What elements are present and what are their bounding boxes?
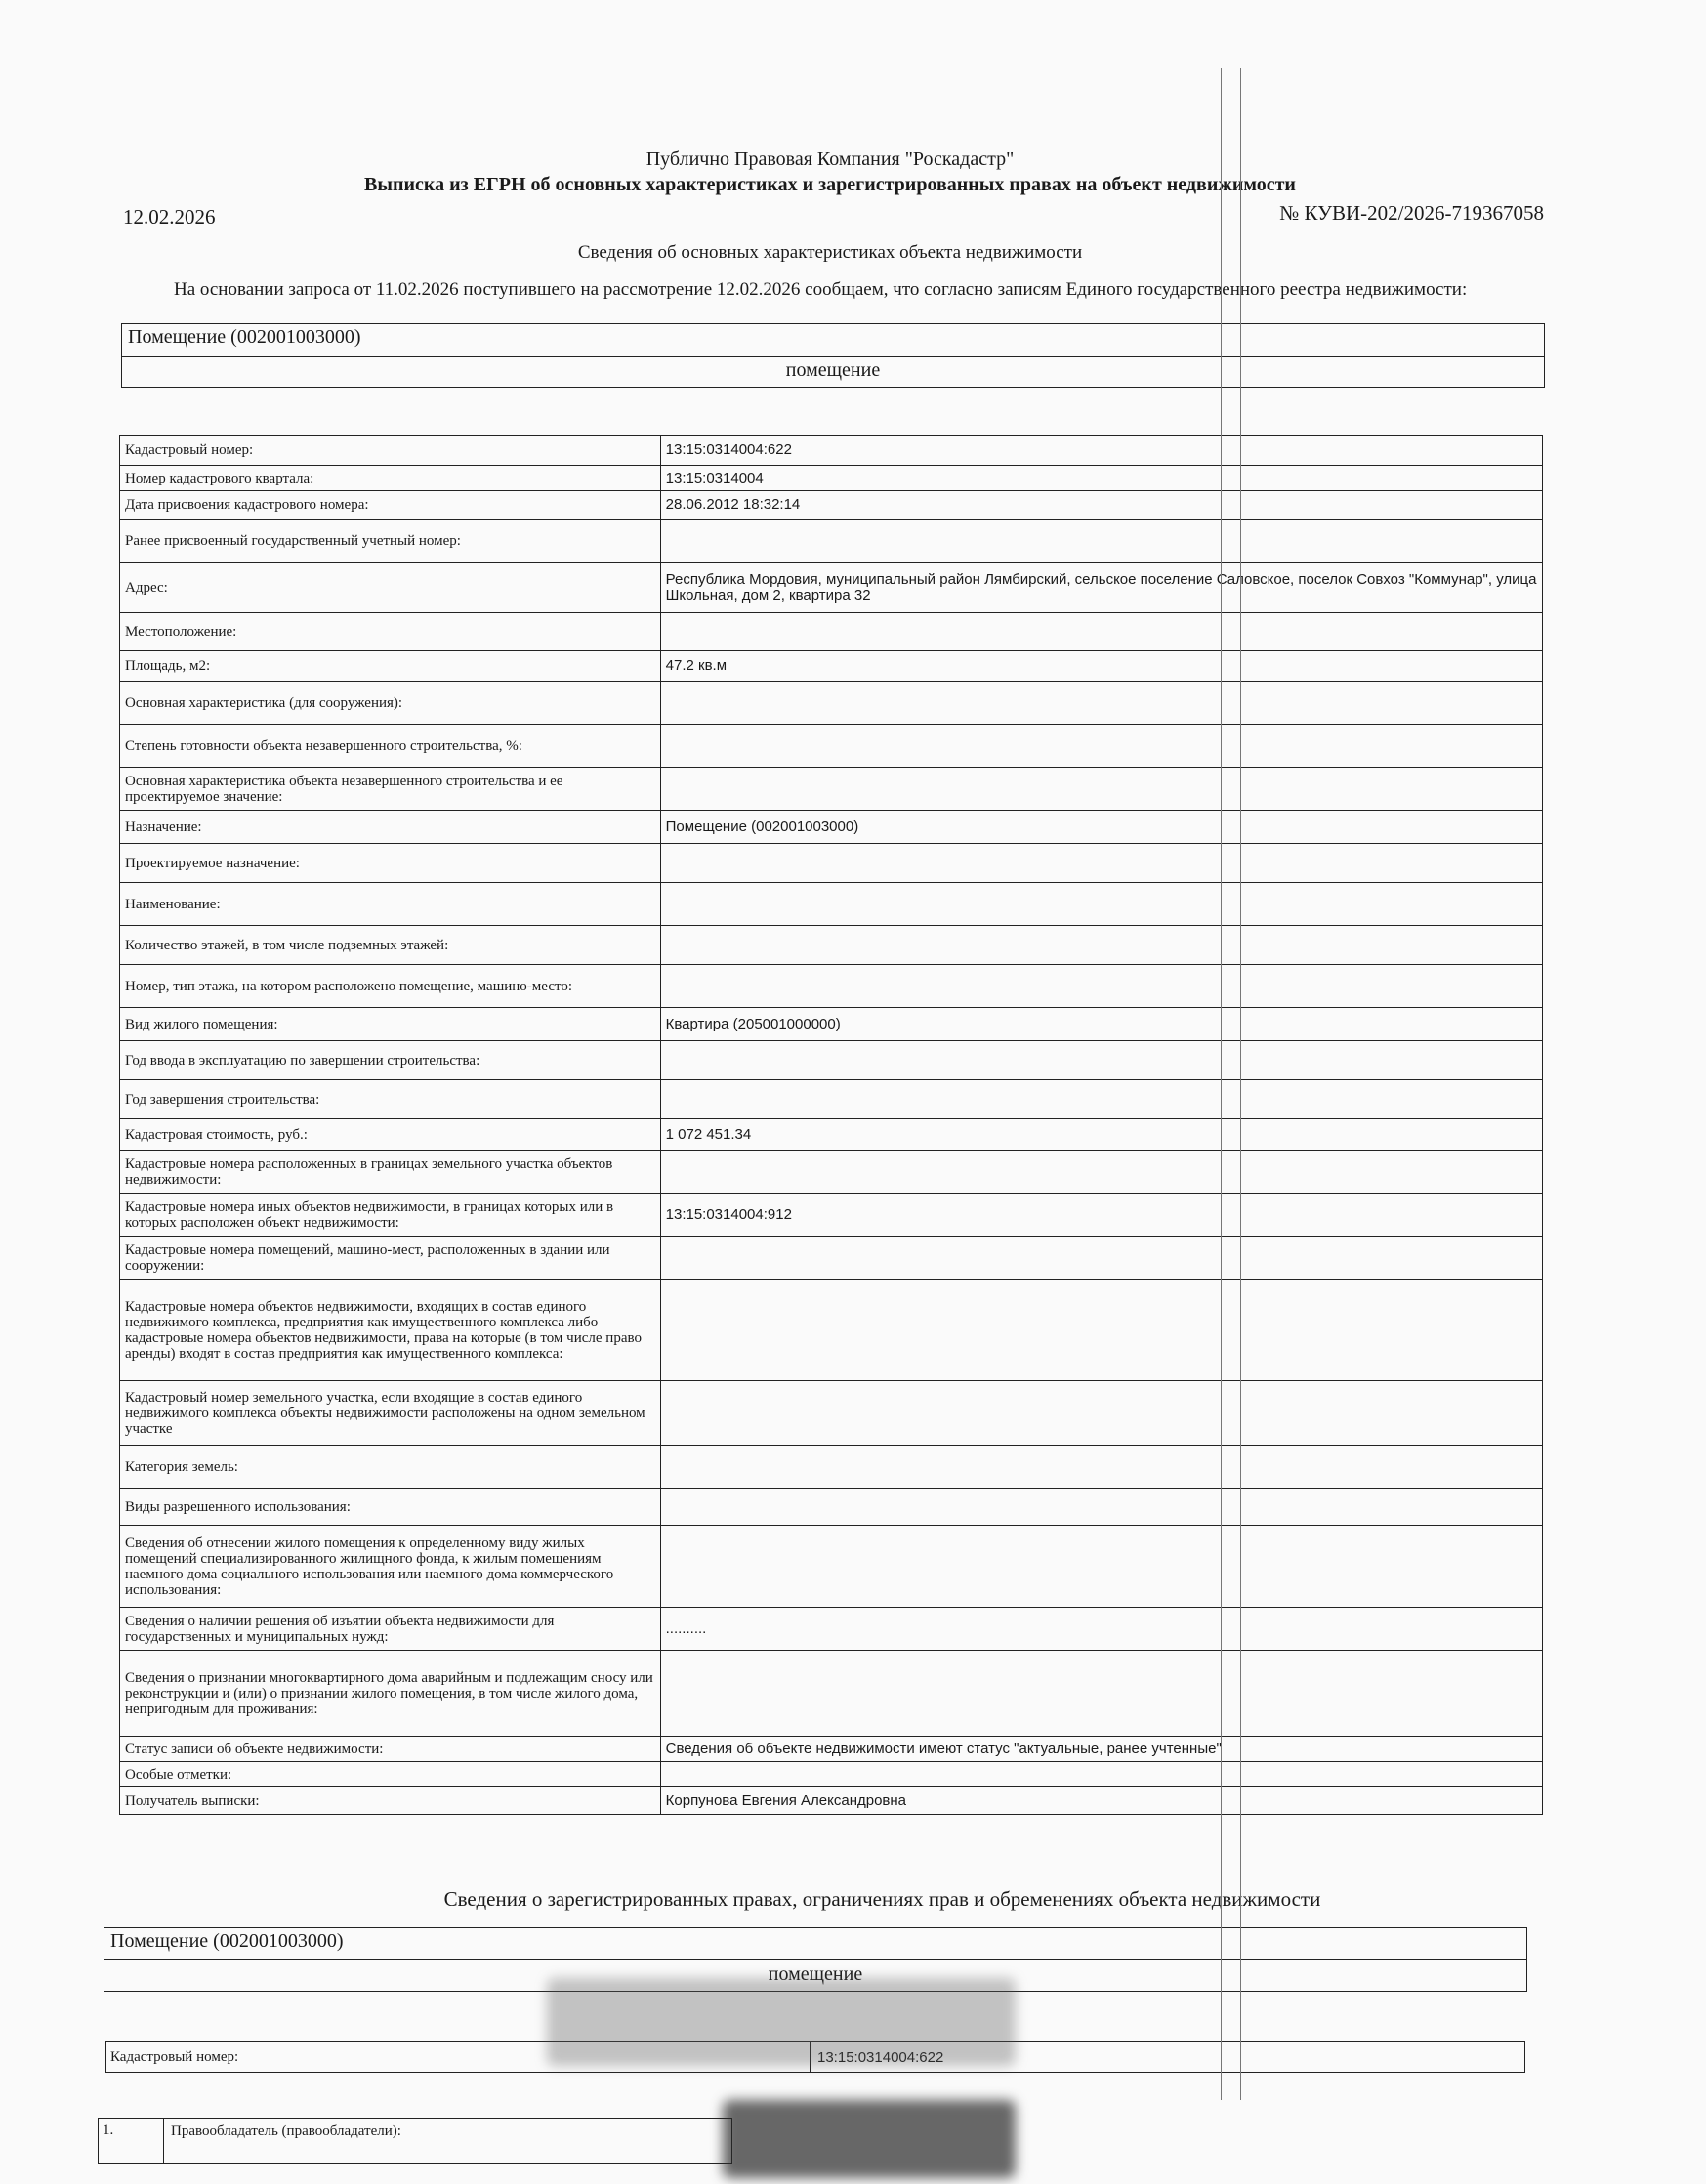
row-value: 13:15:0314004:622 xyxy=(660,436,1542,466)
row-value: Квартира (205001000000) xyxy=(660,1008,1542,1041)
row-label: Основная характеристика объекта незавершенного строительства и ее проектируемое значение: xyxy=(120,768,661,811)
row-label: Сведения о признании многоквартирного дома аварийным и подлежащим сносу или реконструкции и (или) о признании жилого помещения, в том числе жилого дома, непригодным для проживания: xyxy=(120,1651,661,1737)
row-label: Степень готовности объекта незавершенного строительства, %: xyxy=(120,725,661,768)
row-value xyxy=(660,682,1542,725)
row-value xyxy=(660,520,1542,563)
row-value xyxy=(660,883,1542,926)
table-row xyxy=(120,1526,1543,1608)
row-label: Год ввода в эксплуатацию по завершении строительства: xyxy=(120,1041,661,1080)
document-date: 12.02.2026 xyxy=(123,205,216,229)
section-rights-title: Сведения о зарегистрированных правах, ограничениях прав и обременениях объекта недвижимости xyxy=(443,1887,1321,1911)
row-value xyxy=(660,1446,1542,1489)
table-row xyxy=(120,926,1543,965)
row-value: 1 072 451.34 xyxy=(660,1119,1542,1151)
table-row xyxy=(120,563,1543,613)
row-label: Особые отметки: xyxy=(120,1762,661,1787)
row-label: Назначение: xyxy=(120,811,661,844)
section-characteristics-title: Сведения об основных характеристиках объекта недвижимости xyxy=(577,242,1083,263)
row-value xyxy=(660,1041,1542,1080)
row-label: Местоположение: xyxy=(120,613,661,651)
row-label: Номер, тип этажа, на котором расположено помещение, машино-место: xyxy=(120,965,661,1008)
row-value xyxy=(660,1151,1542,1194)
row-label: Кадастровый номер: xyxy=(120,436,661,466)
document-number: № КУВИ-202/2026-719367058 xyxy=(1279,201,1544,225)
object-kind: помещение xyxy=(785,359,881,381)
table-row xyxy=(120,1237,1543,1280)
row-value: 47.2 кв.м xyxy=(660,651,1542,682)
table-row xyxy=(120,1489,1543,1526)
table-row xyxy=(120,613,1543,651)
scan-smudge xyxy=(723,2100,1016,2178)
row-label: Получатель выписки: xyxy=(120,1787,661,1815)
table-row xyxy=(120,1151,1543,1194)
row-label: Вид жилого помещения: xyxy=(120,1008,661,1041)
row-label: Кадастровая стоимость, руб.: xyxy=(120,1119,661,1151)
row-value: 13:15:0314004 xyxy=(660,466,1542,491)
row-value xyxy=(660,844,1542,883)
column-divider xyxy=(163,2119,164,2163)
row-label: Площадь, м2: xyxy=(120,651,661,682)
table-row xyxy=(120,436,1543,466)
row-label: Сведения об отнесении жилого помещения к определенному виду жилых помещений специализированного жилищного фонда, к жилым помещениям наемного дома социального использования или наемного дома коммерческого использования: xyxy=(120,1526,661,1608)
row-label: Год завершения строительства: xyxy=(120,1080,661,1119)
table-row xyxy=(120,682,1543,725)
table-row xyxy=(120,1008,1543,1041)
table-row xyxy=(120,491,1543,520)
row-value xyxy=(660,1280,1542,1381)
row-label: Адрес: xyxy=(120,563,661,613)
row-value xyxy=(660,613,1542,651)
row-label: Виды разрешенного использования: xyxy=(120,1489,661,1526)
table-row xyxy=(120,651,1543,682)
document-title: Выписка из ЕГРН об основных характеристиках и зарегистрированных правах на объект недвижимости xyxy=(364,174,1296,195)
rights-cadastral-label: Кадастровый номер: xyxy=(110,2049,239,2065)
row-label: Категория земель: xyxy=(120,1446,661,1489)
table-row xyxy=(120,1608,1543,1651)
table-row xyxy=(120,1762,1543,1787)
table-row xyxy=(120,1446,1543,1489)
table-row xyxy=(120,725,1543,768)
table-row xyxy=(120,1119,1543,1151)
row-label: Проектируемое назначение: xyxy=(120,844,661,883)
row-value xyxy=(660,1651,1542,1737)
row-value: Корпунова Евгения Александровна xyxy=(660,1787,1542,1815)
table-row xyxy=(120,844,1543,883)
row-value: 28.06.2012 18:32:14 xyxy=(660,491,1542,520)
object-type: Помещение (002001003000) xyxy=(122,324,1544,357)
row-value xyxy=(660,1237,1542,1280)
row-value: 13:15:0314004:912 xyxy=(660,1194,1542,1237)
table-row xyxy=(120,1381,1543,1446)
table-row xyxy=(120,1194,1543,1237)
row-value xyxy=(660,1526,1542,1608)
table-row xyxy=(120,1280,1543,1381)
row-value xyxy=(660,768,1542,811)
row-label: Кадастровые номера иных объектов недвижимости, в границах которых или в которых расположен объект недвижимости: xyxy=(120,1194,661,1237)
row-label: Кадастровый номер земельного участка, если входящие в состав единого недвижимого комплекса объекты недвижимости расположены на одном земельном участке xyxy=(120,1381,661,1446)
row-value xyxy=(660,1762,1542,1787)
row-label: Кадастровые номера помещений, машино-мест, расположенных в здании или сооружении: xyxy=(120,1237,661,1280)
table-row xyxy=(120,1787,1543,1815)
table-row xyxy=(120,965,1543,1008)
row-label: Количество этажей, в том числе подземных этажей: xyxy=(120,926,661,965)
object-type-box xyxy=(121,323,1545,388)
table-row xyxy=(120,1651,1543,1737)
intro-paragraph: На основании запроса от 11.02.2026 поступившего на рассмотрение 12.02.2026 сообщаем, что согласно записям Единого государственного реестра недвижимости: xyxy=(174,279,1468,300)
rights-cadastral-value: 13:15:0314004:622 xyxy=(817,2049,944,2066)
rights-object-kind: помещение xyxy=(768,1963,863,1985)
row-value xyxy=(660,725,1542,768)
row-label: Ранее присвоенный государственный учетный номер: xyxy=(120,520,661,563)
scan-smudge xyxy=(547,1978,1016,2066)
row-value: .......... xyxy=(660,1608,1542,1651)
row-value xyxy=(660,926,1542,965)
row-label: Основная характеристика (для сооружения): xyxy=(120,682,661,725)
row-value xyxy=(660,1381,1542,1446)
row-value xyxy=(660,1080,1542,1119)
row-label: Наименование: xyxy=(120,883,661,926)
table-row xyxy=(120,1080,1543,1119)
table-row xyxy=(120,520,1543,563)
row-label: Номер кадастрового квартала: xyxy=(120,466,661,491)
row-value: Республика Мордовия, муниципальный район Лямбирский, сельское поселение Саловское, поселок Совхоз "Коммунар", улица Школьная, дом 2, квартира 32 xyxy=(660,563,1542,613)
table-row xyxy=(120,811,1543,844)
characteristics-table xyxy=(119,435,1543,1815)
row-label: Статус записи об объекте недвижимости: xyxy=(120,1737,661,1762)
rights-object-type: Помещение (002001003000) xyxy=(104,1928,1526,1960)
scan-artifact-line xyxy=(1240,68,1241,2100)
row-label: Сведения о наличии решения об изъятии объекта недвижимости для государственных и муниципальных нужд: xyxy=(120,1608,661,1651)
rights-holder-label: Правообладатель (правообладатели): xyxy=(171,2123,401,2139)
table-row xyxy=(120,883,1543,926)
row-label: Кадастровые номера расположенных в границах земельного участка объектов недвижимости: xyxy=(120,1151,661,1194)
row-value: Помещение (002001003000) xyxy=(660,811,1542,844)
organization-name: Публично Правовая Компания "Роскадастр" xyxy=(645,148,1015,170)
row-label: Кадастровые номера объектов недвижимости, входящих в состав единого недвижимого комплекса, предприятия как имущественного комплекса либо кадастровые номера объектов недвижимости, права на которые (в том числе право аренды) входят в состав предприятия как имущественного комплекса: xyxy=(120,1280,661,1381)
scan-artifact-line xyxy=(1221,68,1222,2100)
table-row xyxy=(120,768,1543,811)
row-value xyxy=(660,1489,1542,1526)
rights-holder-row xyxy=(98,2118,732,2164)
row-value: Сведения об объекте недвижимости имеют статус "актуальные, ранее учтенные" xyxy=(660,1737,1542,1762)
table-row xyxy=(120,1041,1543,1080)
table-row xyxy=(120,466,1543,491)
row-number: 1. xyxy=(103,2122,114,2138)
row-value xyxy=(660,965,1542,1008)
row-label: Дата присвоения кадастрового номера: xyxy=(120,491,661,520)
table-row xyxy=(120,1737,1543,1762)
